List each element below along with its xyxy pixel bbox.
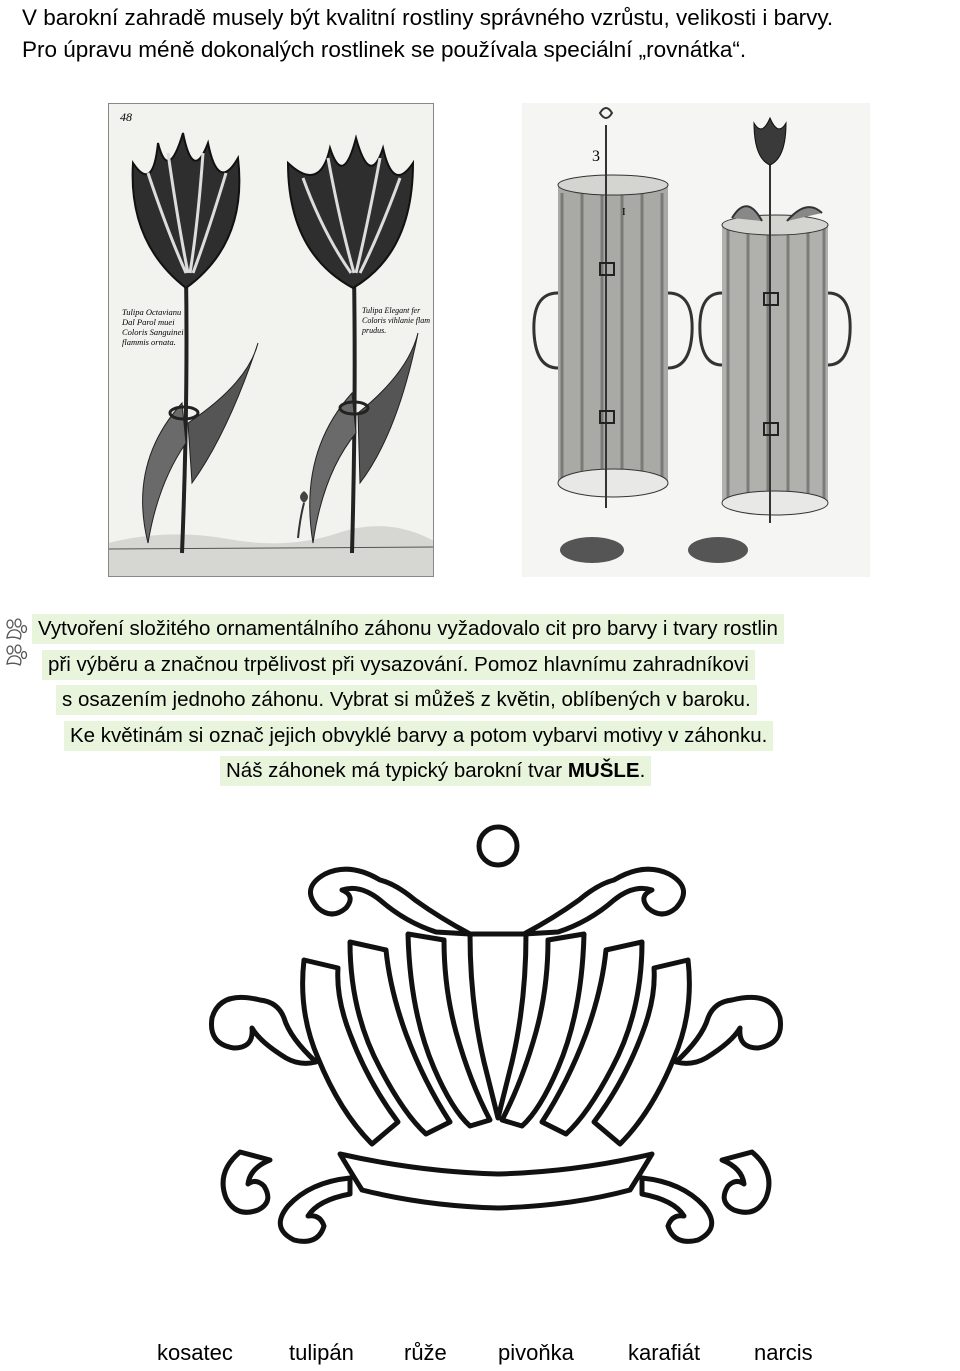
task-line-1: Vytvoření složitého ornamentálního záhonu vyžadovalo cit pro barvy i tvary rostlin bbox=[32, 614, 784, 644]
caption-right-1: Tulipa Elegant fer bbox=[362, 306, 421, 315]
flower-option-kosatec[interactable]: kosatec bbox=[157, 1340, 233, 1365]
intro-line-2: Pro úpravu méně dokonalých rostlinek se používala speciální „rovnátka“. bbox=[22, 37, 747, 62]
tubes-engraving bbox=[522, 103, 870, 577]
task-line-5-period: . bbox=[639, 759, 646, 782]
flower-options bbox=[0, 1340, 960, 1370]
task-line-4: Ke květinám si označ jejich obvyklé barvy a potom vybarvi motivy v záhonku. bbox=[64, 721, 773, 751]
caption-left-2: Dal Parol muei bbox=[122, 317, 175, 327]
task-line-2: při výběru a značnou trpělivost při vysazování. Pomoz hlavnímu zahradníkovi bbox=[42, 650, 755, 680]
figure-number: 3 bbox=[592, 148, 600, 165]
flower-option-karafiat[interactable]: karafiát bbox=[628, 1340, 701, 1365]
shell-shape-name: MUŠLE bbox=[567, 759, 640, 782]
caption-left-1: Tulipa Octavianu bbox=[122, 307, 182, 317]
tube-label: I bbox=[622, 206, 626, 218]
flower-option-tulipan[interactable]: tulipán bbox=[289, 1340, 354, 1365]
straightener-tubes-illustration bbox=[522, 103, 870, 577]
flower-option-narcis[interactable]: narcis bbox=[754, 1340, 813, 1365]
page-number: 48 bbox=[120, 110, 132, 124]
flower-option-pivonka[interactable]: pivoňka bbox=[498, 1340, 574, 1365]
paw-print-icon bbox=[2, 618, 28, 642]
shell-coloring-template[interactable] bbox=[200, 822, 792, 1248]
task-line-5 bbox=[220, 756, 651, 786]
caption-left-3: Coloris Sanguinei bbox=[122, 327, 184, 337]
task-line-3: s osazením jednoho záhonu. Vybrat si můžeš z květin, oblíbených v baroku. bbox=[56, 685, 757, 715]
caption-right-2: Coloris vihlanie flam bbox=[362, 316, 430, 325]
flower-option-ruze[interactable]: růže bbox=[404, 1340, 447, 1365]
paw-print-icon bbox=[2, 644, 28, 668]
shell-flowerbed-outline[interactable] bbox=[200, 822, 792, 1248]
intro-text bbox=[22, 2, 942, 66]
caption-right-3: prudus. bbox=[362, 326, 387, 335]
tulips-illustration bbox=[108, 103, 434, 577]
intro-line-1: V barokní zahradě musely být kvalitní rostliny správného vzrůstu, velikosti i barvy. bbox=[22, 5, 834, 30]
task-line-5-text: Náš záhonek má typický barokní tvar bbox=[226, 759, 568, 782]
tulips-engraving bbox=[108, 103, 434, 577]
caption-left-4: flammis ornata. bbox=[122, 337, 176, 347]
